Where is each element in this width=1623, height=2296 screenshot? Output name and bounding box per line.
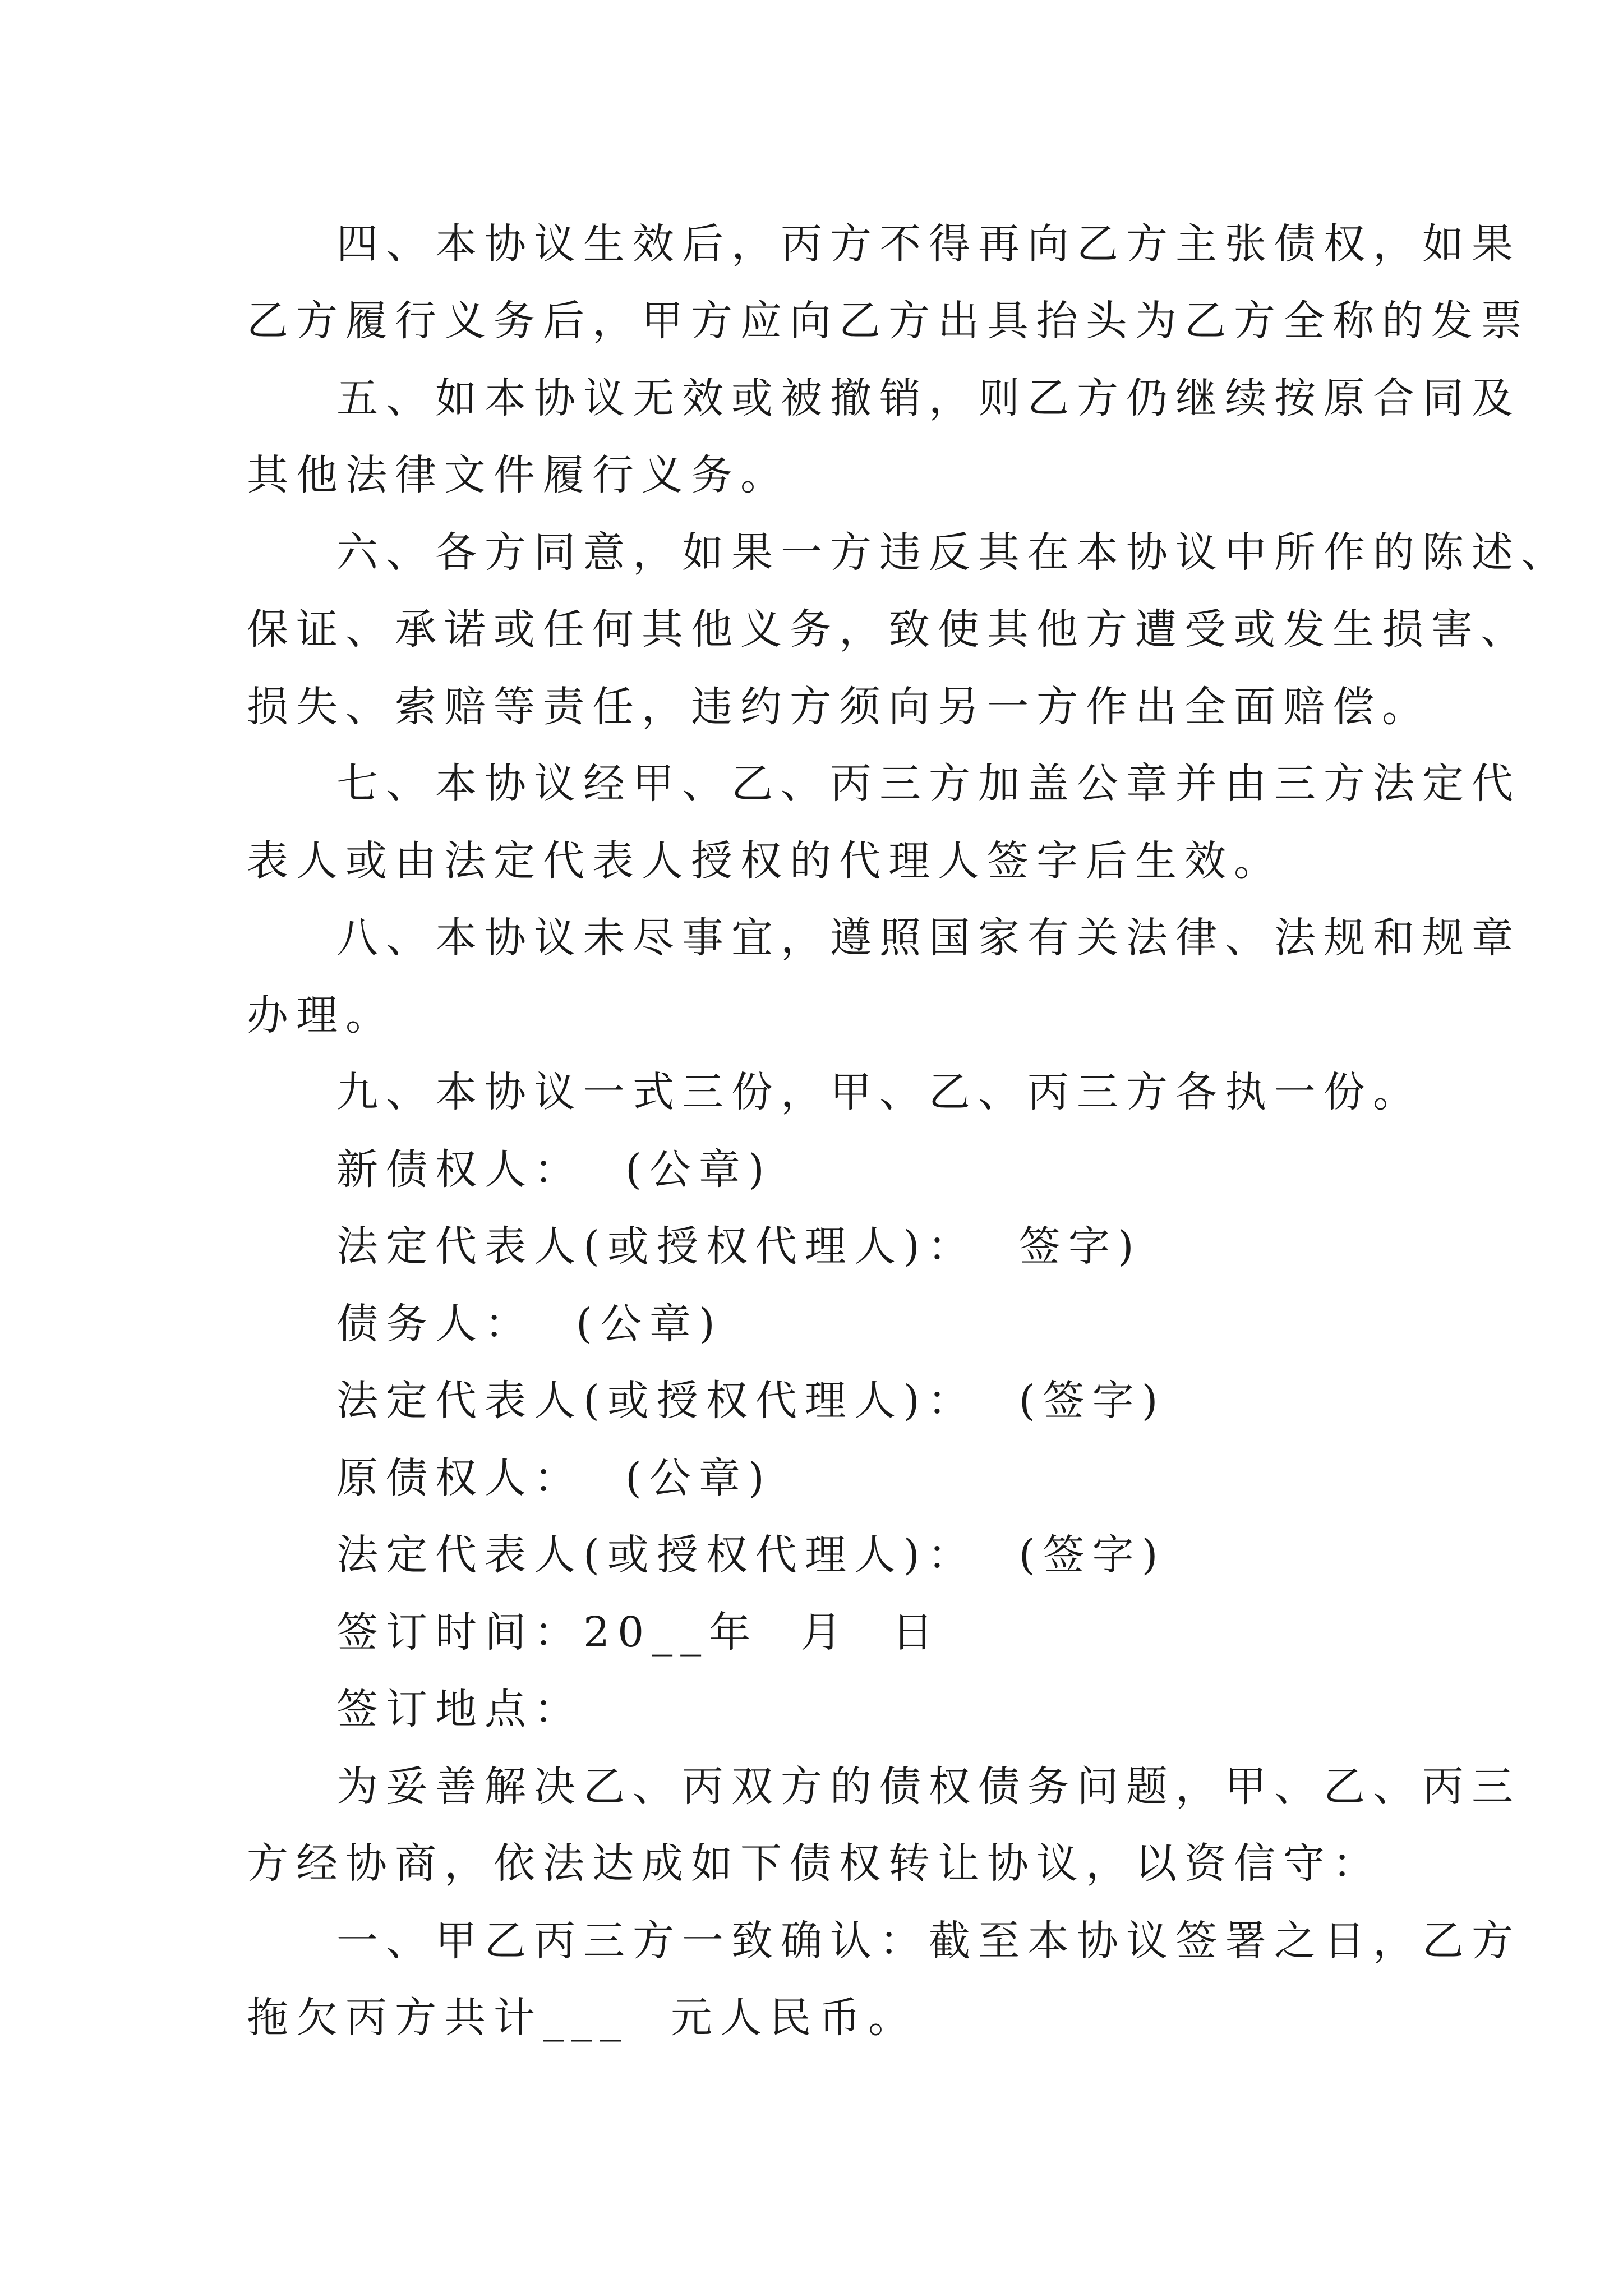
signature-line-5: 原债权人： (公章) bbox=[336, 1454, 772, 1502]
paragraph-line-8: 七、本协议经甲、乙、丙三方加盖公章并由三方法定代 bbox=[336, 760, 1521, 808]
paragraph-line-16: 拖欠丙方共计___ 元人民币。 bbox=[247, 1994, 918, 2042]
paragraph-line-11: 办理。 bbox=[247, 991, 395, 1039]
paragraph-line-9: 表人或由法定代表人授权的代理人签字后生效。 bbox=[247, 837, 1283, 885]
signature-line-4: 法定代表人(或授权代理人)： (签字) bbox=[336, 1377, 1166, 1425]
paragraph-line-5: 六、各方同意，如果一方违反其在本协议中所作的陈述、 bbox=[336, 528, 1570, 577]
paragraph-line-6: 保证、承诺或任何其他义务，致使其他方遭受或发生损害、 bbox=[247, 605, 1530, 654]
signing-place: 签订地点： bbox=[336, 1685, 583, 1733]
signature-line-2: 法定代表人(或授权代理人)： 签字) bbox=[336, 1222, 1142, 1271]
signature-line-1: 新债权人： (公章) bbox=[336, 1145, 772, 1194]
paragraph-line-4: 其他法律文件履行义务。 bbox=[247, 451, 790, 499]
paragraph-line-7: 损失、索赔等责任，违约方须向另一方作出全面赔偿。 bbox=[247, 683, 1431, 731]
paragraph-line-1: 四、本协议生效后，丙方不得再向乙方主张债权，如果 bbox=[336, 220, 1521, 268]
paragraph-line-10: 八、本协议未尽事宜，遵照国家有关法律、法规和规章 bbox=[336, 914, 1521, 962]
paragraph-line-2: 乙方履行义务后，甲方应向乙方出具抬头为乙方全称的发票 bbox=[247, 297, 1530, 345]
paragraph-line-13: 为妥善解决乙、丙双方的债权债务问题，甲、乙、丙三 bbox=[336, 1763, 1521, 1811]
signature-line-6: 法定代表人(或授权代理人)： (签字) bbox=[336, 1531, 1166, 1579]
signing-date: 签订时间：20__年 月 日 bbox=[336, 1608, 942, 1657]
paragraph-line-14: 方经协商，依法达成如下债权转让协议，以资信守： bbox=[247, 1839, 1382, 1888]
signature-line-3: 债务人： (公章) bbox=[336, 1300, 723, 1348]
paragraph-line-15: 一、甲乙丙三方一致确认：截至本协议签署之日，乙方 bbox=[336, 1917, 1521, 1965]
paragraph-line-12: 九、本协议一式三份，甲、乙、丙三方各执一份。 bbox=[336, 1068, 1422, 1116]
paragraph-line-3: 五、如本协议无效或被撤销，则乙方仍继续按原合同及 bbox=[336, 374, 1521, 422]
